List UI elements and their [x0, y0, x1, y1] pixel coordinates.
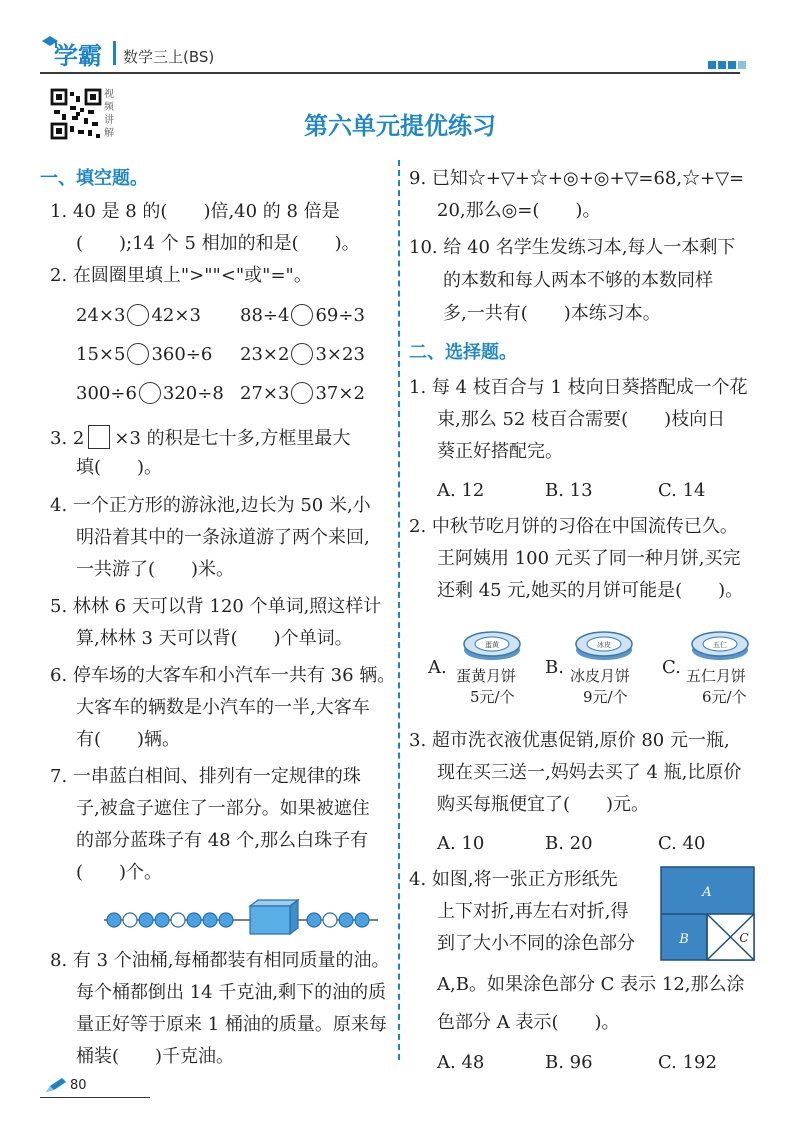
compare-row [240, 343, 365, 366]
choice-2-line-1: 2. 中秋节吃月饼的习俗在中国流传已久。 [409, 516, 738, 537]
hiding-box [250, 900, 298, 934]
choice-1-line-1: 1. 每 4 枝百合与 1 枝向日葵搭配成一个花 [409, 377, 748, 398]
choice-2-line-2: 王阿姨用 100 元买了同一种月饼,买完 [437, 548, 741, 569]
header-rule [40, 72, 740, 74]
question-7-line-4: ( )个。 [76, 862, 163, 883]
choice-3-line-3: 购买每瓶便宜了( )元。 [437, 794, 650, 815]
question-6-line-2: 大客车的辆数是小汽车的一半,大客车 [76, 697, 370, 718]
compare-right: 320÷8 [162, 383, 224, 404]
choice-1-option-c[interactable]: C. 14 [658, 480, 706, 501]
beads-figure [100, 896, 380, 936]
compare-right: 3×23 [315, 344, 365, 365]
compare-right: 42×3 [151, 305, 201, 326]
compare-left: 15×5 [76, 344, 126, 365]
choice-3-option-a[interactable]: A. 10 [437, 833, 485, 854]
choice-2-line-3: 还剩 45 元,她买的月饼可能是( )。 [437, 580, 744, 601]
qr-label: 视频讲解 [104, 89, 114, 139]
choice-4-line-4: A,B。如果涂色部分 C 表示 12,那么涂 [437, 974, 745, 995]
compare-left: 24×3 [76, 305, 126, 326]
question-5-line-1: 5. 林林 6 天可以背 120 个单词,照这样计 [50, 596, 382, 617]
mooncake-icon [572, 628, 636, 662]
question-7-line-3: 的部分蓝珠子有 48 个,那么白珠子有 [76, 830, 369, 851]
compare-left: 27×3 [240, 383, 290, 404]
mooncake-price: 5元/个 [470, 688, 515, 706]
blue-bead [155, 913, 169, 927]
choice-4-line-1: 4. 如图,将一张正方形纸先 [409, 869, 618, 890]
white-bead [323, 913, 337, 927]
compare-row [240, 304, 365, 327]
brand-logo: 学霸 [54, 42, 102, 70]
choice-4-line-3: 到了大小不同的涂色部分 [437, 933, 635, 954]
choice-4-line-2: 上下对折,再左右对折,得 [437, 901, 629, 922]
mooncake-price: 9元/个 [583, 688, 628, 706]
compare-left: 88÷4 [240, 305, 290, 326]
choice-3-line-2: 现在买三送一,妈妈去买了 4 瓶,比原价 [437, 762, 742, 783]
choice-3-option-c[interactable]: C. 40 [658, 833, 706, 854]
question-7-line-1: 7. 一串蓝白相间、排列有一定规律的珠 [50, 766, 361, 787]
mooncake-name: 蛋黄月饼 [456, 667, 517, 685]
choice-4-option-b[interactable]: B. 96 [545, 1052, 593, 1073]
question-8-line-2: 每个桶都倒出 14 千克油,剩下的油的质 [76, 982, 387, 1003]
question-7-line-2: 子,被盒子遮住了一部分。如果被遮住 [76, 798, 370, 819]
mooncake-stamp: 五仁 [713, 641, 727, 649]
choice-4-line-5: 色部分 A 表示( )。 [437, 1012, 620, 1033]
question-4-line-2: 明沿着其中的一条泳道游了两个来回, [76, 527, 370, 548]
choice-1-line-2: 束,那么 52 枝百合需要( )枝向日 [437, 409, 726, 430]
blue-bead [219, 913, 233, 927]
question-4-line-1: 4. 一个正方形的游泳池,边长为 50 米,小 [50, 495, 371, 516]
answer-circle[interactable] [127, 304, 149, 326]
column-divider [398, 160, 400, 1060]
region-a-label: A [702, 885, 712, 900]
question-6-line-1: 6. 停车场的大客车和小汽车一共有 36 辆。 [50, 665, 396, 686]
blue-bead [355, 913, 369, 927]
choice-3-option-b[interactable]: B. 20 [545, 833, 593, 854]
compare-left: 23×2 [240, 344, 290, 365]
choice-4-option-a[interactable]: A. 48 [437, 1052, 485, 1073]
question-9-line-1: 9. 已知☆+▽+☆+◎+◎+▽=68,☆+▽= [409, 168, 745, 189]
answer-circle[interactable] [291, 382, 313, 404]
mooncake-name: 冰皮月饼 [570, 667, 631, 685]
section-heading-fill-in: 一、填空题。 [40, 168, 148, 189]
footer-rule [40, 1097, 150, 1098]
pencil-icon [44, 1076, 68, 1094]
q3-prefix: 3. 2 [50, 428, 85, 449]
question-10-line-3: 多,一共有( )本练习本。 [443, 303, 661, 324]
compare-right: 360÷6 [151, 344, 213, 365]
choice-1-option-a[interactable]: A. 12 [437, 480, 485, 501]
mooncake-name: 五仁月饼 [686, 667, 747, 685]
white-bead [171, 913, 185, 927]
page-title: 第六单元提优练习 [304, 112, 496, 140]
book-title: 数学三上(BS) [123, 48, 215, 66]
folded-square-figure [660, 866, 756, 962]
question-5-line-2: 算,林林 3 天可以背( )个单词。 [76, 628, 353, 649]
question-8-line-3: 量正好等于原来 1 桶油的质量。原来每 [76, 1014, 387, 1035]
question-6-line-3: 有( )辆。 [76, 729, 181, 750]
compare-left: 300÷6 [76, 383, 137, 404]
blue-bead [203, 913, 217, 927]
blue-bead [107, 913, 121, 927]
answer-circle[interactable] [291, 343, 313, 365]
mooncake-icon [688, 628, 752, 662]
question-1-line-2: ( );14 个 5 相加的和是( )。 [76, 233, 360, 254]
white-bead [123, 913, 137, 927]
choice-1-line-3: 葵正好搭配完。 [437, 441, 563, 462]
blue-bead [339, 913, 353, 927]
section-heading-choice: 二、选择题。 [409, 342, 517, 363]
header-decoration [708, 54, 748, 73]
choice-4-option-c[interactable]: C. 192 [658, 1052, 717, 1073]
choice-2-option-a[interactable]: A. [428, 657, 447, 678]
compare-right: 37×2 [315, 383, 365, 404]
compare-row [76, 304, 201, 327]
answer-circle[interactable] [291, 304, 313, 326]
mooncake-stamp: 蛋黄 [485, 641, 499, 649]
mooncake-price: 6元/个 [702, 688, 747, 706]
compare-row [76, 382, 224, 405]
question-9-line-2: 20,那么◎=( )。 [437, 200, 601, 221]
mooncake-icon [460, 628, 524, 662]
question-2: 2. 在圆圈里填上">""<"或"="。 [50, 265, 312, 286]
region-b-label: B [679, 932, 689, 947]
answer-box[interactable] [88, 425, 110, 449]
question-10-line-1: 10. 给 40 名学生发练习本,每人一本剩下 [409, 237, 736, 258]
page-number: 80 [70, 1078, 87, 1093]
blue-bead [307, 913, 321, 927]
blue-bead [139, 913, 153, 927]
question-8-line-4: 桶装( )千克油。 [76, 1046, 235, 1067]
choice-2-option-b[interactable]: B. [545, 657, 564, 678]
choice-3-line-1: 3. 超市洗衣液优惠促销,原价 80 元一瓶, [409, 730, 730, 751]
question-4-line-3: 一共游了( )米。 [76, 559, 235, 580]
blue-bead [187, 913, 201, 927]
mooncake-stamp: 冰皮 [597, 641, 611, 649]
header-separator [113, 41, 116, 65]
question-1-line-1: 1. 40 是 8 的( )倍,40 的 8 倍是 [50, 201, 340, 222]
question-3-line-2: 填( )。 [76, 457, 163, 478]
q3-suffix: ×3 的积是七十多,方框里最大 [114, 428, 351, 449]
answer-circle[interactable] [127, 343, 149, 365]
choice-1-option-b[interactable]: B. 13 [545, 480, 593, 501]
compare-row [76, 343, 212, 366]
answer-circle[interactable] [139, 382, 161, 404]
question-3-line-1 [50, 425, 350, 450]
compare-right: 69÷3 [315, 305, 365, 326]
question-10-line-2: 的本数和每人两本不够的本数同样 [443, 270, 713, 291]
question-8-line-1: 8. 有 3 个油桶,每桶都装有相同质量的油。 [50, 950, 390, 971]
region-c-label: C [739, 931, 749, 945]
choice-2-option-c[interactable]: C. [662, 657, 681, 678]
compare-row [240, 382, 365, 405]
